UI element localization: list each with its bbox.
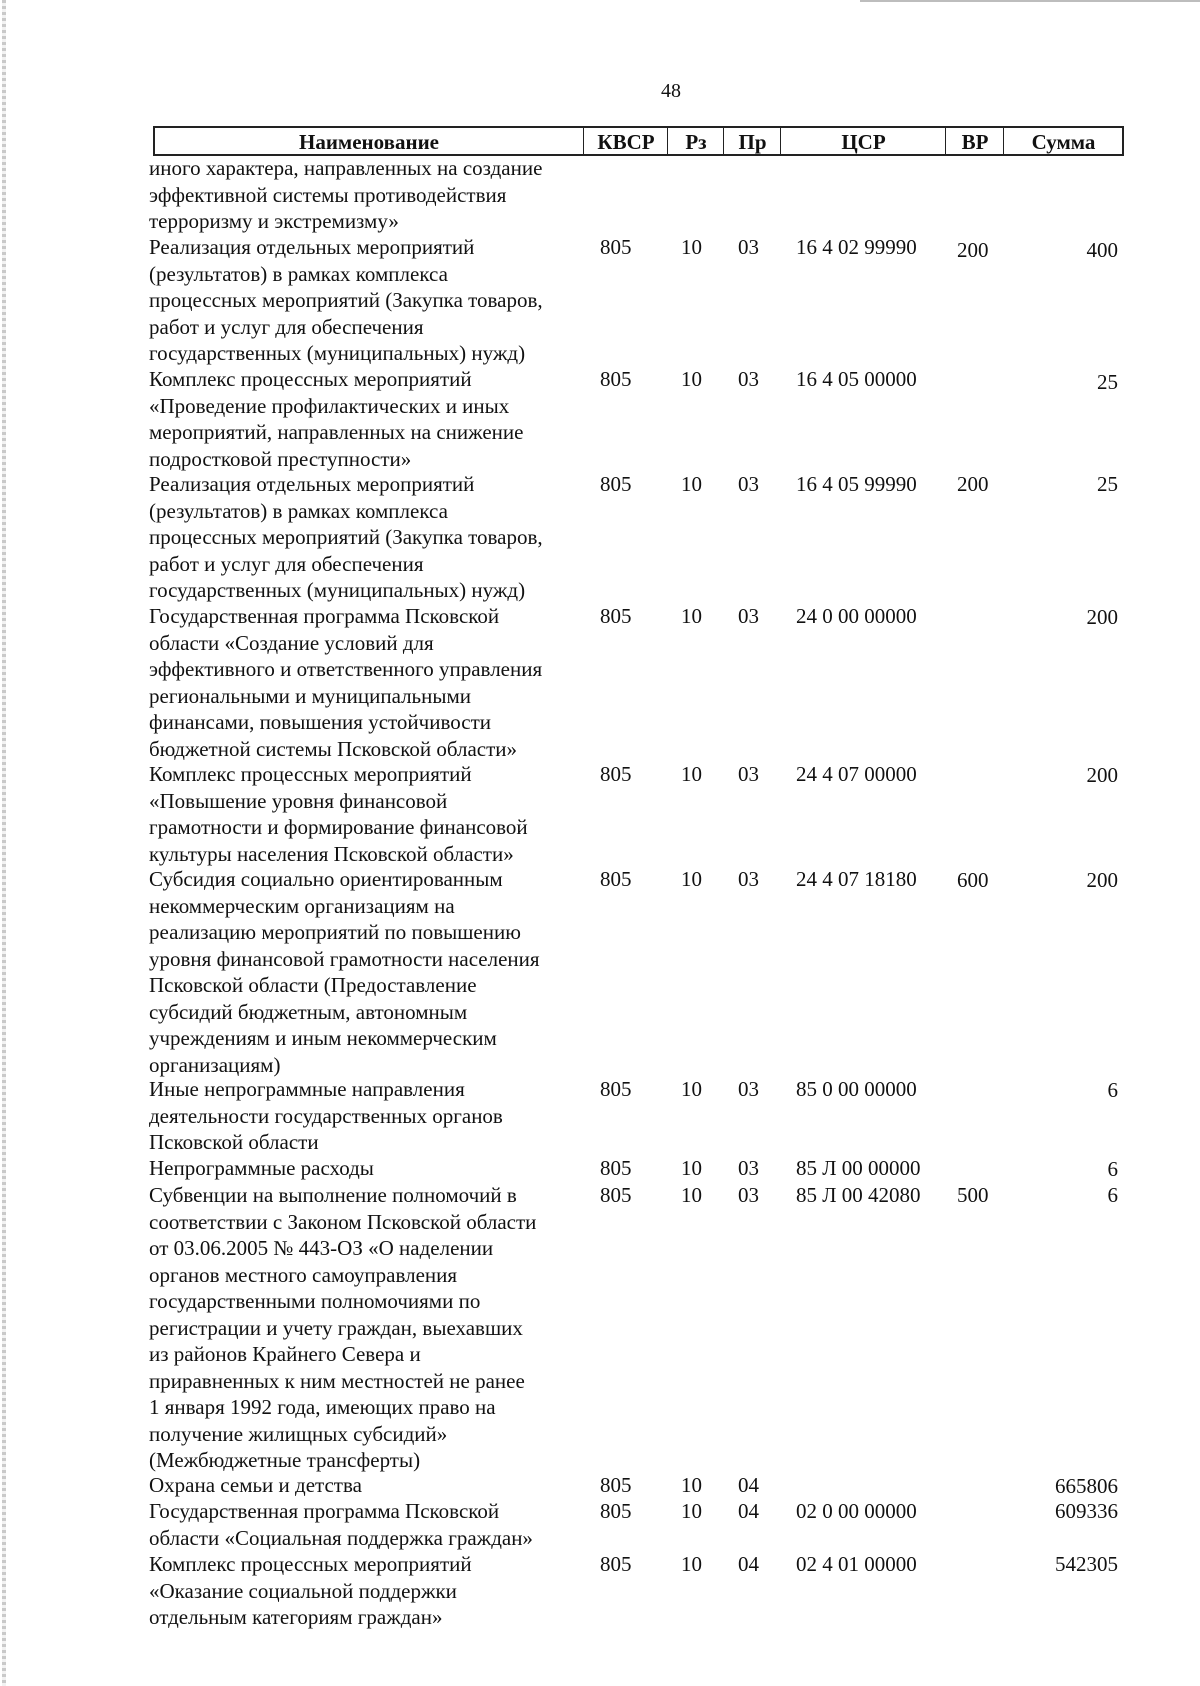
row-csr: 24 0 00 00000 — [796, 604, 917, 628]
row-csr: 16 4 05 99990 — [796, 472, 917, 496]
scan-edge-top — [860, 0, 1200, 2]
row-csr: 16 4 05 00000 — [796, 367, 917, 391]
row-rz: 10 — [681, 1183, 702, 1207]
table-header — [153, 126, 1124, 156]
row-csr: 24 4 07 00000 — [796, 762, 917, 786]
row-csr: 16 4 02 99990 — [796, 235, 917, 259]
row-sum: 6 — [1107, 1157, 1118, 1181]
row-rz: 10 — [681, 762, 702, 786]
row-name: Комплекс процессных мероприятий «Проведение профилактических и иных мероприятий, направленных на снижение подростковой преступности» — [149, 367, 524, 471]
row-pr: 03 — [738, 235, 759, 259]
page-number: 48 — [661, 80, 681, 102]
row-name: Государственная программа Псковской области «Социальная поддержка граждан» — [149, 1499, 533, 1550]
row-kvsr: 805 — [600, 762, 632, 786]
row-csr: 24 4 07 18180 — [796, 867, 917, 891]
row-rz: 10 — [681, 1156, 702, 1180]
row-sum: 665806 — [1055, 1474, 1118, 1498]
row-rz: 10 — [681, 1473, 702, 1497]
row-vr: 200 — [957, 472, 989, 496]
row-sum: 200 — [1086, 763, 1118, 787]
header-rz: Рз — [667, 128, 724, 154]
row-pr: 03 — [738, 1077, 759, 1101]
row-sum: 6 — [1107, 1183, 1118, 1207]
header-vr: ВР — [945, 128, 1004, 154]
row-sum: 609336 — [1055, 1499, 1118, 1523]
header-kvsr: КВСР — [583, 128, 668, 154]
header-csr: ЦСР — [780, 128, 946, 154]
row-csr: 85 Л 00 00000 — [796, 1156, 921, 1180]
row-csr: 02 0 00 00000 — [796, 1499, 917, 1523]
row-pr: 04 — [738, 1552, 759, 1576]
row-pr: 04 — [738, 1473, 759, 1497]
row-vr: 200 — [957, 238, 989, 262]
row-name: Непрограммные расходы — [149, 1156, 374, 1180]
row-kvsr: 805 — [600, 1499, 632, 1523]
row-vr: 500 — [957, 1183, 989, 1207]
row-name: Комплекс процессных мероприятий «Повышение уровня финансовой грамотности и формирование финансовой культуры населения Псковской области» — [149, 762, 528, 866]
row-kvsr: 805 — [600, 867, 632, 891]
row-rz: 10 — [681, 1552, 702, 1576]
row-kvsr: 805 — [600, 1077, 632, 1101]
row-sum: 200 — [1086, 868, 1118, 892]
row-name: Иные непрограммные направления деятельности государственных органов Псковской области — [149, 1077, 503, 1154]
row-name: Охрана семьи и детства — [149, 1473, 362, 1497]
row-pr: 03 — [738, 762, 759, 786]
row-csr: 02 4 01 00000 — [796, 1552, 917, 1576]
row-rz: 10 — [681, 1499, 702, 1523]
row-kvsr: 805 — [600, 1156, 632, 1180]
row-pr: 04 — [738, 1499, 759, 1523]
header-pr: Пр — [723, 128, 781, 154]
row-pr: 03 — [738, 867, 759, 891]
header-name: Наименование — [299, 130, 439, 154]
row-name: Комплекс процессных мероприятий «Оказание социальной поддержки отдельным категориям граждан» — [149, 1552, 472, 1629]
row-kvsr: 805 — [600, 1552, 632, 1576]
row-name: Субвенции на выполнение полномочий в соответствии с Законом Псковской области от 03.06.2005 № 443-ОЗ «О наделении органов местного самоуправления государственными полномочиями по регистрации и учету граждан, выехавших из районов Крайнего Севера и приравненных к ним местностей не ранее 1 января 1992 года, имеющих право на получение жилищных субсидий» (Межбюджетные трансферты) — [149, 1183, 537, 1472]
row-csr: 85 0 00 00000 — [796, 1077, 917, 1101]
row-kvsr: 805 — [600, 472, 632, 496]
row-rz: 10 — [681, 604, 702, 628]
row-rz: 10 — [681, 472, 702, 496]
row-sum: 25 — [1097, 370, 1118, 394]
row-name: Реализация отдельных мероприятий (результатов) в рамках комплекса процессных мероприятий (Закупка товаров, работ и услуг для обеспечения государственных (муниципальных) нужд) — [149, 472, 543, 602]
row-name: Субсидия социально ориентированным некоммерческим организациям на реализацию мероприятий по повышению уровня финансовой грамотности населения Псковской области (Предоставление субсидий бюджетным, автономным учреждениям и иным некоммерческим организациям) — [149, 867, 540, 1077]
row-kvsr: 805 — [600, 367, 632, 391]
row-kvsr: 805 — [600, 604, 632, 628]
row-sum: 6 — [1107, 1078, 1118, 1102]
row-rz: 10 — [681, 1077, 702, 1101]
row-kvsr: 805 — [600, 1183, 632, 1207]
row-rz: 10 — [681, 367, 702, 391]
row-pr: 03 — [738, 367, 759, 391]
row-rz: 10 — [681, 867, 702, 891]
row-pr: 03 — [738, 1156, 759, 1180]
row-rz: 10 — [681, 235, 702, 259]
row-pr: 03 — [738, 1183, 759, 1207]
row-sum: 400 — [1086, 238, 1118, 262]
row-csr: 85 Л 00 42080 — [796, 1183, 921, 1207]
row-sum: 542305 — [1055, 1552, 1118, 1576]
row-name: Реализация отдельных мероприятий (результатов) в рамках комплекса процессных мероприятий (Закупка товаров, работ и услуг для обеспечения государственных (муниципальных) нужд) — [149, 235, 543, 365]
header-sum: Сумма — [1003, 128, 1123, 154]
row-pr: 03 — [738, 604, 759, 628]
row-kvsr: 805 — [600, 1473, 632, 1497]
row-name: иного характера, направленных на создание эффективной системы противодействия терроризму и экстремизму» — [149, 156, 543, 233]
row-name: Государственная программа Псковской области «Создание условий для эффективного и ответственного управления региональными и муниципальными финансами, повышения устойчивости бюджетной системы Псковской области» — [149, 604, 543, 761]
scan-edge — [2, 0, 6, 1686]
row-pr: 03 — [738, 472, 759, 496]
row-kvsr: 805 — [600, 235, 632, 259]
row-sum: 200 — [1086, 605, 1118, 629]
row-vr: 600 — [957, 868, 989, 892]
row-sum: 25 — [1097, 472, 1118, 496]
